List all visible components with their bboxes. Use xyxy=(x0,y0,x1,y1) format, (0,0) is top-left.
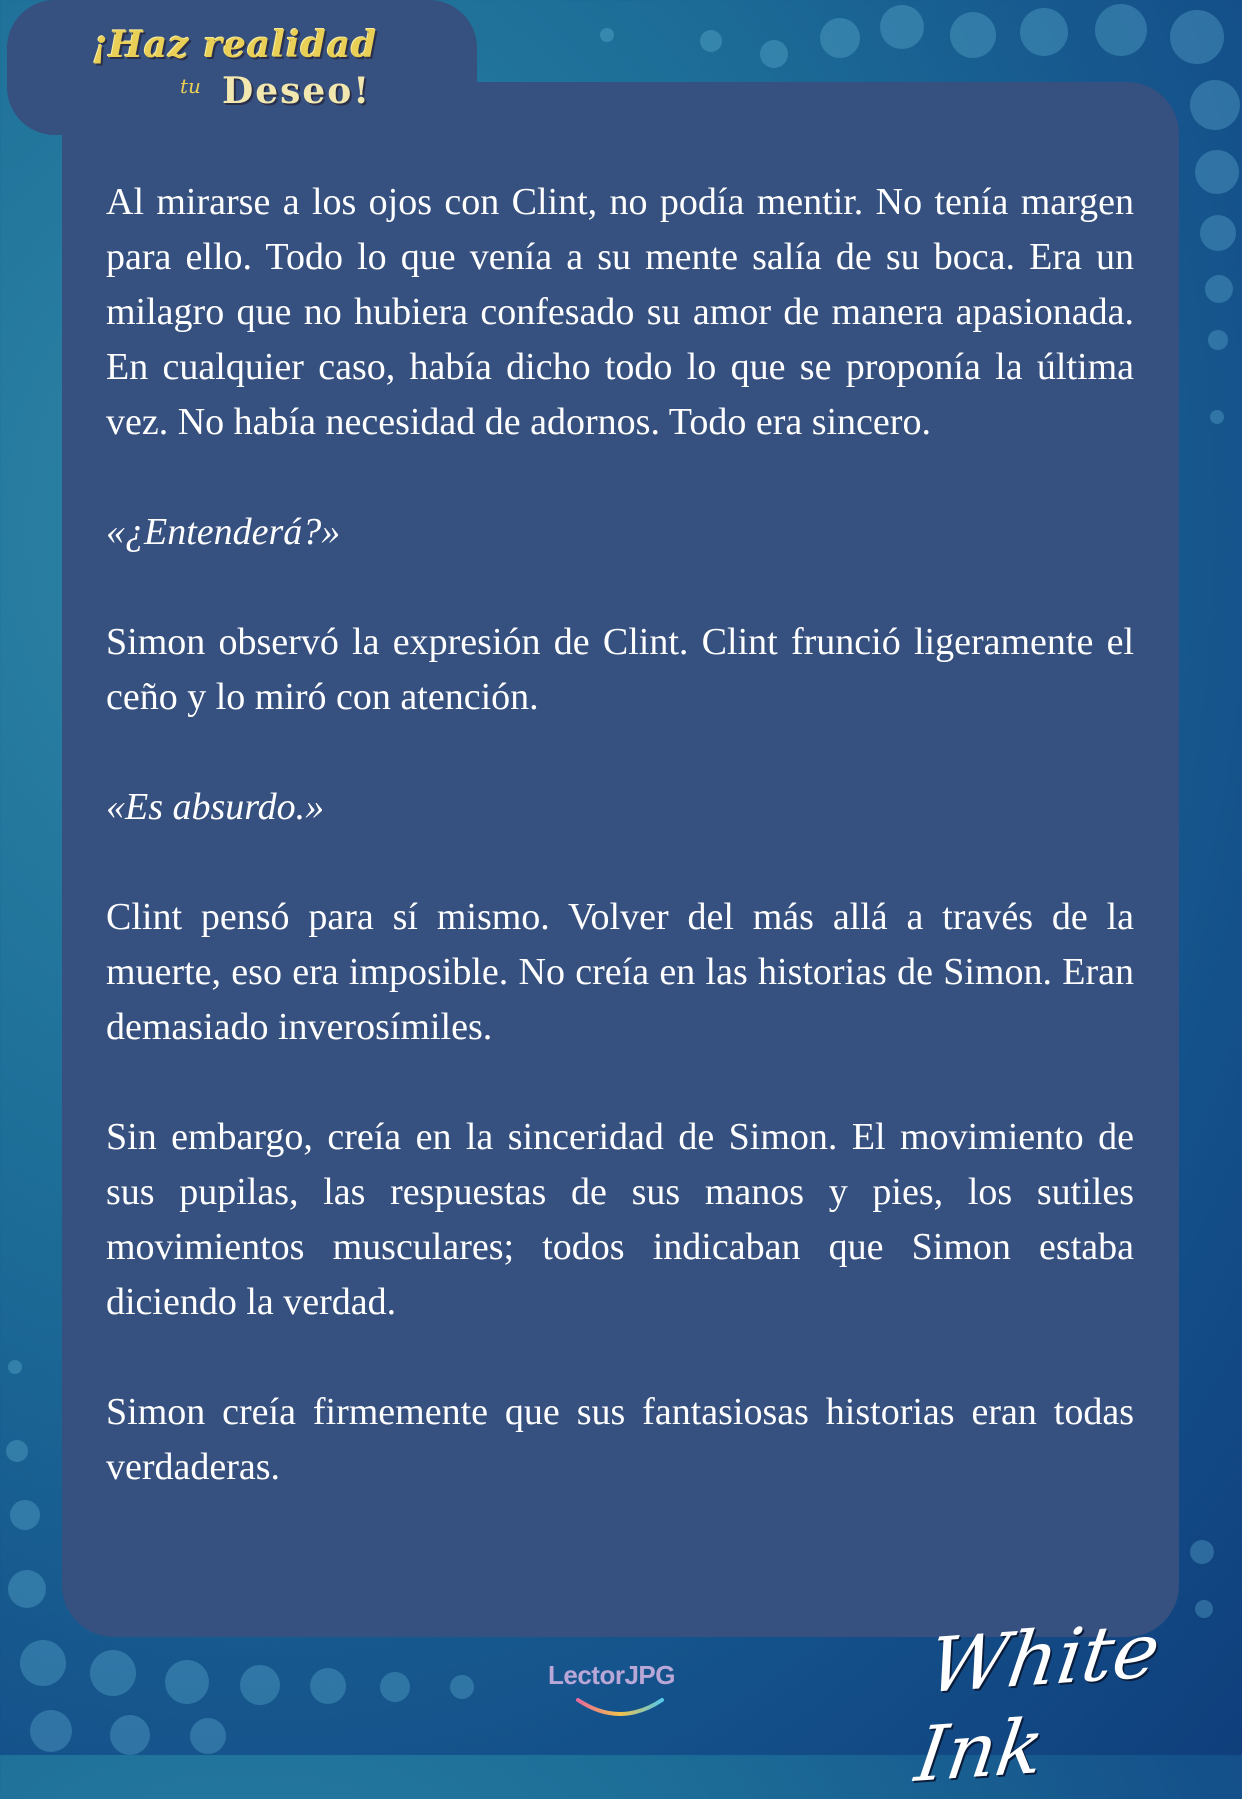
thought-line: «¿Entenderá?» xyxy=(106,511,341,553)
paragraph: Al mirarse a los ojos con Clint, no podía mentir. No tenía margen para ello. Todo lo que venía a su mente salía de su boca. Era un milagro que no hubiera confesado su amor de manera apasionada. En cualquier caso, había dicho todo lo que se proponía la última vez. No había necesidad de adornos. Todo era sincero. xyxy=(106,181,1134,443)
thought-line: «Es absurdo.» xyxy=(106,786,325,828)
paragraph: Sin embargo, creía en la sinceridad de Simon. El movimiento de sus pupilas, las respuestas de sus manos y pies, los sutiles movimientos musculares; todos indicaban que Simon estaba diciendo la verdad. xyxy=(106,1116,1134,1323)
logo-line2-big: Deseo! xyxy=(222,70,372,112)
logo xyxy=(92,18,382,123)
story-text xyxy=(106,175,1134,1550)
watermark-logo: LectorJPG xyxy=(548,1660,675,1690)
watermark-smile-icon xyxy=(572,1694,668,1720)
logo-line2-small: tu xyxy=(180,74,201,98)
paragraph: Clint pensó para sí mismo. Volver del más allá a través de la muerte, eso era imposible. No creía en las historias de Simon. Eran demasiado inverosímiles. xyxy=(106,896,1134,1048)
signature: White Ink xyxy=(910,1605,1166,1799)
logo-line1: ¡Haz realidad xyxy=(92,24,378,66)
paragraph: Simon creía firmemente que sus fantasiosas historias eran todas verdaderas. xyxy=(106,1391,1134,1488)
paragraph: Simon observó la expresión de Clint. Clint frunció ligeramente el ceño y lo miró con atención. xyxy=(106,621,1134,718)
